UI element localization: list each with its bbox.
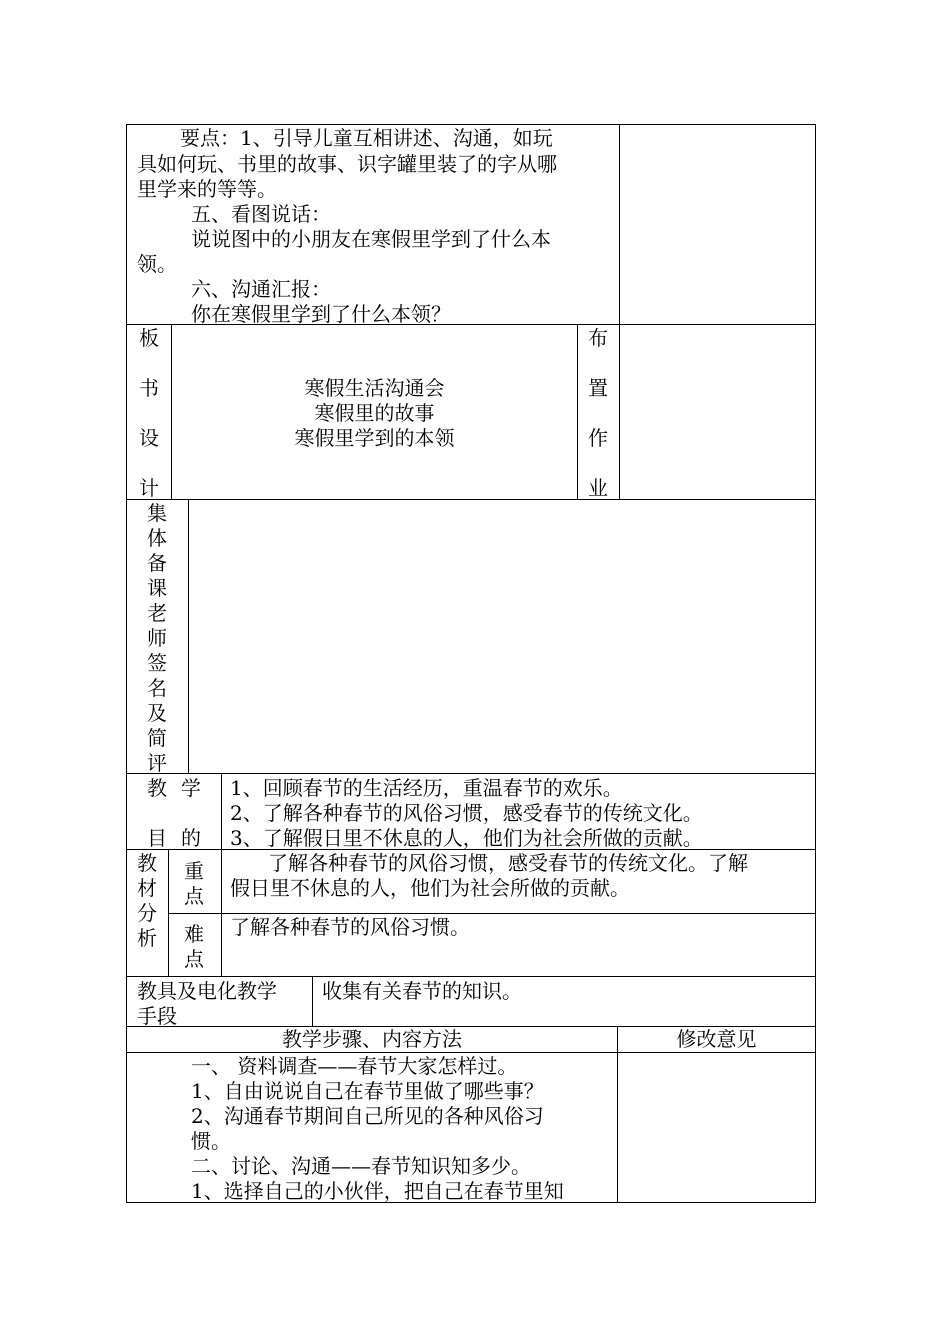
key-line-1: 了解各种春节的风俗习惯，感受春节的传统文化。了解 (268, 851, 748, 875)
homework-label-char: 置 (588, 376, 608, 400)
collective-label-char: 体 (147, 526, 167, 550)
key-points-remarks-cell (619, 124, 816, 325)
collective-label-char: 备 (147, 551, 167, 575)
collective-label-char: 集 (147, 501, 167, 525)
collective-label-char: 师 (147, 626, 167, 650)
board-label-char: 板 (139, 326, 159, 350)
tools-label-line-2: 手段 (137, 1004, 177, 1028)
steps-line-5: 二、讨论、沟通——春节知识知多少。 (191, 1154, 531, 1178)
key-points-line-5: 说说图中的小朋友在寒假里学到了什么本 (191, 227, 551, 251)
difficult-text: 了解各种春节的风俗习惯。 (230, 915, 470, 939)
key-points-line-7: 六、沟通汇报： (191, 277, 331, 301)
purpose-label-char: 的 (181, 826, 201, 850)
key-points-line-6: 领。 (137, 252, 177, 276)
key-points-line-3: 里学来的等等。 (137, 177, 277, 201)
steps-line-3: 2、沟通春节期间自己所见的各种风俗习 (191, 1104, 544, 1128)
collective-label-char: 简 (147, 726, 167, 750)
key-line-2: 假日里不休息的人，他们为社会所做的贡献。 (230, 876, 630, 900)
steps-line-4: 惯。 (191, 1129, 231, 1153)
purpose-label-cell (126, 773, 222, 850)
collective-label-char: 签 (147, 651, 167, 675)
analysis-label-char: 析 (137, 926, 157, 950)
revise-content-cell (617, 1052, 816, 1203)
steps-line-2: 1、自由说说自己在春节里做了哪些事？ (191, 1079, 544, 1103)
board-line-2: 寒假里的故事 (314, 401, 435, 425)
board-line-3: 寒假里学到的本领 (294, 426, 455, 450)
tools-value: 收集有关春节的知识。 (322, 979, 522, 1003)
purpose-item-1: 1、回顾春节的生活经历，重温春节的欢乐。 (230, 776, 623, 800)
steps-line-6: 1、选择自己的小伙伴，把自己在春节里知 (191, 1179, 564, 1203)
key-points-line-4: 五、看图说话： (191, 202, 331, 226)
purpose-label-char: 学 (181, 776, 201, 800)
homework-label-char: 作 (588, 426, 608, 450)
analysis-label-char: 教 (137, 851, 157, 875)
revise-header: 修改意见 (676, 1027, 757, 1051)
board-line-1: 寒假生活沟通会 (304, 376, 445, 400)
collective-label-char: 评 (147, 751, 167, 775)
board-label-char: 设 (139, 426, 159, 450)
purpose-label-char: 目 (147, 826, 167, 850)
homework-label-char: 布 (588, 326, 608, 350)
difficult-label-char: 难 (184, 922, 204, 946)
purpose-item-2: 2、了解各种春节的风俗习惯，感受春节的传统文化。 (230, 801, 703, 825)
collective-content-cell (188, 499, 816, 774)
purpose-item-3: 3、了解假日里不休息的人，他们为社会所做的贡献。 (230, 826, 703, 850)
tools-label-line-1: 教具及电化教学 (137, 979, 277, 1003)
key-points-line-8: 你在寒假里学到了什么本领？ (191, 302, 451, 326)
key-points-line-2: 具如何玩、书里的故事、识字罐里装了的字从哪 (137, 152, 557, 176)
analysis-label-char: 材 (137, 876, 157, 900)
homework-content-cell (619, 324, 816, 500)
analysis-label-char: 分 (137, 901, 157, 925)
steps-header: 教学步骤、内容方法 (282, 1027, 462, 1051)
key-label-char: 重 (184, 859, 204, 883)
board-label-char: 计 (139, 476, 159, 500)
collective-label-char: 名 (147, 676, 167, 700)
difficult-label-char: 点 (184, 947, 204, 971)
collective-label-char: 课 (147, 576, 167, 600)
purpose-label-char: 教 (147, 776, 167, 800)
key-label-char: 点 (184, 884, 204, 908)
collective-label-char: 及 (147, 701, 167, 725)
steps-line-1: 一、 资料调查——春节大家怎样过。 (191, 1054, 518, 1078)
homework-label-char: 业 (588, 476, 608, 500)
key-points-line-1: 要点：1、引导儿童互相讲述、沟通，如玩 (180, 126, 553, 150)
collective-label-char: 老 (147, 601, 167, 625)
board-label-char: 书 (139, 376, 159, 400)
